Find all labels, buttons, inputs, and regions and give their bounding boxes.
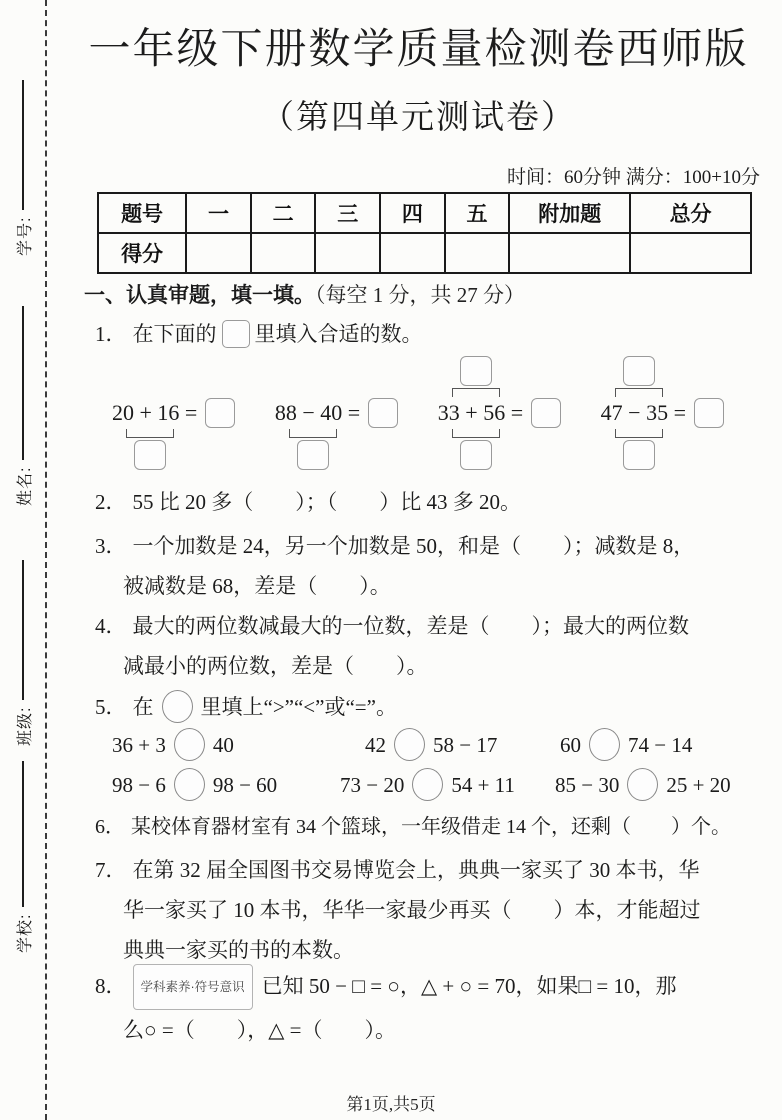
question-4-line1: 最大的两位数减最大的一位数，差是（ ）；最大的两位数 — [132, 614, 689, 638]
question-6-text: 某校体育器材室有 34 个篮球，一年级借走 14 个，还剩（ ）个。 — [131, 816, 731, 838]
bottom-bracket — [452, 429, 500, 438]
score-header-cell: 五 — [445, 193, 510, 233]
answer-box[interactable] — [531, 398, 561, 428]
answer-box[interactable] — [134, 440, 166, 470]
question-3-line2: 被减数是 68，差是（ ）。 — [123, 574, 391, 598]
answer-box[interactable] — [694, 398, 724, 428]
score-header-cell: 一 — [186, 193, 251, 233]
school-line[interactable] — [22, 761, 24, 907]
question-6 — [95, 810, 731, 839]
score-cell[interactable] — [315, 233, 380, 273]
question-6-number: 6． — [95, 816, 125, 838]
bottom-bond — [275, 429, 351, 470]
question-2 — [95, 486, 521, 516]
score-header-cell: 四 — [380, 193, 445, 233]
section-one-note: （每空 1 分，共 27 分） — [315, 283, 525, 307]
page-subtitle: （第四单元测试卷） — [261, 100, 576, 136]
question-2-text: 55 比 20 多（ ）；（ ）比 43 多 20。 — [132, 490, 521, 514]
compare-item: 85 − 30 25 + 20 — [555, 768, 731, 801]
question-3 — [95, 526, 694, 606]
page-title: 一年级下册数学质量检测卷西师版 — [88, 27, 749, 73]
compare-item: 98 − 6 98 − 60 — [112, 768, 277, 801]
margin-divider-dashed — [45, 0, 47, 1120]
student-number-label: 学号: — [16, 216, 34, 256]
number-bond-group — [112, 356, 235, 470]
bottom-bond — [438, 429, 514, 470]
question-8-line2: 么○ =（ ），△ =（ ）。 — [123, 1018, 397, 1042]
question-5 — [95, 690, 397, 723]
compare-item: 42 58 − 17 — [365, 728, 497, 761]
answer-box[interactable] — [460, 356, 492, 386]
question-1-diagram — [112, 356, 724, 470]
top-bond — [438, 356, 514, 397]
compare-circle[interactable] — [174, 728, 205, 761]
expression: 20 + 16 = — [112, 400, 198, 425]
question-1-number: 1． — [95, 322, 127, 346]
score-header-cell: 总分 — [630, 193, 751, 233]
exam-page — [55, 0, 782, 1120]
competency-badge: 学科素养·符号意识 — [133, 964, 253, 1010]
compare-circle[interactable] — [394, 728, 425, 761]
answer-box[interactable] — [297, 440, 329, 470]
section-one-title: 一、认真审题，填一填。 — [84, 284, 315, 307]
score-header-cell: 附加题 — [509, 193, 630, 233]
student-field-name — [12, 306, 34, 506]
bottom-bond — [601, 429, 677, 470]
number-bond-group — [275, 356, 398, 470]
expression: 33 + 56 = — [437, 400, 524, 425]
top-bond — [601, 356, 677, 397]
expression: 88 − 40 = — [274, 400, 361, 425]
score-header-cell: 三 — [315, 193, 380, 233]
number-bond-group — [601, 356, 724, 470]
answer-box[interactable] — [205, 398, 235, 428]
student-field-school — [12, 761, 34, 953]
score-cell[interactable] — [630, 233, 751, 273]
question-8-number: 8． — [95, 974, 127, 998]
expression: 47 − 35 = — [600, 400, 686, 425]
section-one-heading — [84, 279, 525, 309]
answer-box[interactable] — [623, 356, 655, 386]
compare-item: 60 74 − 14 — [560, 728, 692, 761]
score-cell[interactable] — [251, 233, 316, 273]
question-7 — [95, 850, 701, 970]
question-3-line1: 一个加数是 24，另一个加数是 50，和是（ ）；减数是 8， — [132, 534, 695, 558]
question-4-line2: 减最小的两位数，差是（ ）。 — [123, 654, 428, 678]
compare-item: 73 − 20 54 + 11 — [340, 768, 515, 801]
exam-meta: 时间：60分钟 满分：100+10分 — [507, 167, 760, 188]
student-number-line[interactable] — [22, 80, 24, 210]
question-1 — [95, 318, 423, 348]
name-label: 姓名: — [16, 466, 34, 506]
score-table — [97, 192, 752, 274]
answer-box[interactable] — [368, 398, 398, 428]
question-5-text-after: 里填上“>”“<”或“=”。 — [200, 695, 397, 719]
compare-circle[interactable] — [627, 768, 658, 801]
student-field-class — [12, 560, 34, 746]
bottom-bond — [112, 429, 188, 470]
question-7-line1: 在第 32 届全国图书交易博览会上，典典一家买了 30 本书，华 — [132, 858, 700, 882]
score-cell[interactable] — [380, 233, 445, 273]
bottom-bracket — [289, 429, 337, 438]
compare-circle[interactable] — [174, 768, 205, 801]
blank-box-icon — [222, 320, 250, 348]
compare-circle[interactable] — [589, 728, 620, 761]
compare-item: 36 + 3 40 — [112, 728, 234, 761]
top-bracket — [452, 388, 500, 397]
name-line[interactable] — [22, 306, 24, 460]
school-label: 学校: — [16, 913, 34, 953]
question-7-line3: 典典一家买的书的本数。 — [123, 938, 354, 962]
question-2-number: 2． — [95, 490, 127, 514]
question-5-row-2 — [112, 768, 772, 804]
score-table-score-row — [98, 233, 751, 273]
question-4 — [95, 606, 689, 686]
bottom-bracket — [126, 429, 174, 438]
bottom-bracket — [615, 429, 663, 438]
compare-circle[interactable] — [412, 768, 443, 801]
question-5-row-1 — [112, 728, 772, 764]
score-header-cell: 题号 — [98, 193, 186, 233]
score-header-cell: 二 — [251, 193, 316, 233]
answer-box[interactable] — [623, 440, 655, 470]
class-line[interactable] — [22, 560, 24, 700]
question-8 — [95, 964, 677, 1050]
question-1-text-after: 里填入合适的数。 — [254, 322, 423, 346]
question-7-line2: 华一家买了 10 本书，华华一家最少再买（ ）本，才能超过 — [123, 898, 701, 922]
score-table-header-row — [98, 193, 751, 233]
question-7-number: 7． — [95, 858, 127, 882]
score-cell[interactable] — [445, 233, 510, 273]
answer-box[interactable] — [460, 440, 492, 470]
score-cell[interactable] — [186, 233, 251, 273]
question-4-number: 4． — [95, 614, 127, 638]
number-bond-group — [438, 356, 561, 470]
top-bracket — [615, 388, 663, 397]
question-5-number: 5． — [95, 695, 127, 719]
student-field-student-number — [12, 80, 34, 256]
blank-circle-icon — [162, 690, 193, 723]
class-label: 班级: — [16, 706, 34, 746]
score-row-label: 得分 — [98, 233, 186, 273]
question-8-line1: 已知 50 − □ = ○，△ + ○ = 70，如果□ = 10，那 — [261, 974, 677, 998]
score-cell[interactable] — [509, 233, 630, 273]
page-footer: 第1页,共5页 — [346, 1095, 436, 1114]
question-1-text-before: 在下面的 — [132, 322, 217, 346]
question-5-text-before: 在 — [132, 695, 154, 719]
question-3-number: 3． — [95, 534, 127, 558]
